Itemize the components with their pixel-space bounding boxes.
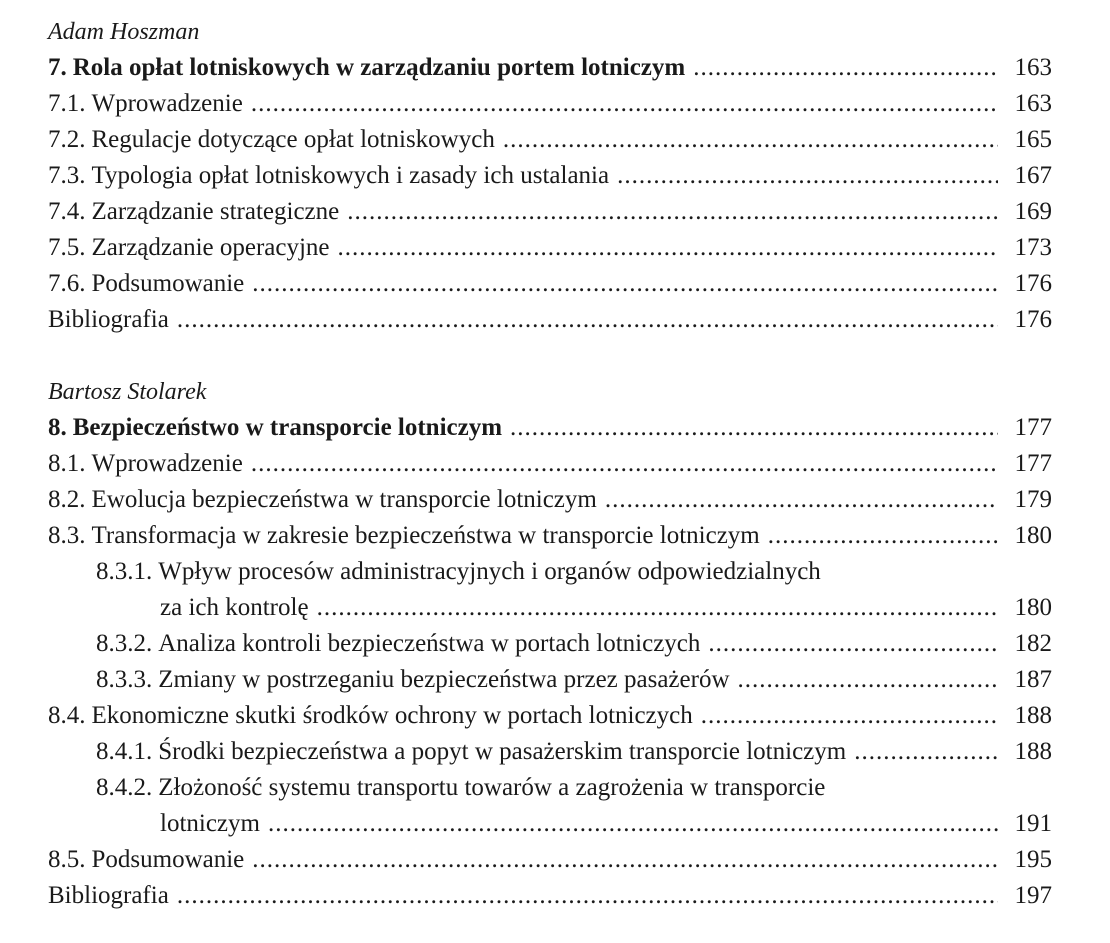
entry-title: Typologia opłat lotniskowych i zasady ich ustalania bbox=[91, 162, 610, 189]
entry-title: Podsumowanie bbox=[91, 846, 245, 873]
entry-number: 7.5. bbox=[48, 234, 86, 261]
entry-page-number: 188 bbox=[1014, 738, 1052, 765]
entry-page-number: 169 bbox=[1014, 198, 1052, 225]
dot-leader bbox=[177, 878, 998, 914]
entry-page-number: 195 bbox=[1014, 846, 1052, 873]
toc-entry[interactable] bbox=[48, 194, 1052, 230]
entry-number: 8.3.2. bbox=[96, 630, 153, 657]
entry-title: Podsumowanie bbox=[91, 270, 245, 297]
toc-entry[interactable] bbox=[48, 446, 1052, 482]
toc-entry[interactable] bbox=[48, 518, 1052, 554]
entry-number: 8.5. bbox=[48, 846, 86, 873]
entry-title: Regulacje dotyczące opłat lotniskowych bbox=[91, 126, 495, 153]
dot-leader bbox=[177, 302, 998, 338]
toc-entry[interactable] bbox=[48, 158, 1052, 194]
dot-leader bbox=[708, 626, 998, 662]
entry-title-continued: lotniczym bbox=[160, 810, 260, 837]
entry-page-number: 177 bbox=[1014, 414, 1052, 441]
entry-title: Bibliografia bbox=[48, 306, 169, 333]
section-gap bbox=[48, 338, 1052, 374]
dot-leader bbox=[338, 230, 998, 266]
toc-entry[interactable] bbox=[48, 86, 1052, 122]
toc-entry[interactable] bbox=[48, 122, 1052, 158]
dot-leader bbox=[317, 590, 998, 626]
toc-entry[interactable] bbox=[48, 698, 1052, 734]
dot-leader bbox=[617, 158, 998, 194]
entry-page-number: 180 bbox=[1014, 594, 1052, 621]
entry-page-number: 167 bbox=[1014, 162, 1052, 189]
dot-leader bbox=[268, 806, 998, 842]
entry-page-number: 163 bbox=[1014, 54, 1052, 81]
dot-leader bbox=[605, 482, 998, 518]
toc-entry[interactable] bbox=[48, 554, 1052, 590]
entry-title: Analiza kontroli bezpieczeństwa w portach lotniczych bbox=[158, 630, 701, 657]
entry-number: 8.4. bbox=[48, 702, 86, 729]
dot-leader bbox=[347, 194, 998, 230]
toc-entry[interactable] bbox=[48, 842, 1052, 878]
entry-title: Wpływ procesów administracyjnych i organów odpowiedzialnych bbox=[158, 558, 821, 585]
entry-page-number: 173 bbox=[1014, 234, 1052, 261]
dot-leader bbox=[693, 50, 998, 86]
toc-entry-continuation[interactable] bbox=[48, 806, 1052, 842]
entry-number: 8.3. bbox=[48, 522, 86, 549]
entry-title: Zarządzanie operacyjne bbox=[91, 234, 330, 261]
entry-number: 7. bbox=[48, 54, 67, 81]
toc-entry[interactable] bbox=[48, 878, 1052, 914]
chapter-heading[interactable] bbox=[48, 410, 1052, 446]
chapter-heading[interactable] bbox=[48, 50, 1052, 86]
dot-leader bbox=[738, 662, 998, 698]
entry-page-number: 187 bbox=[1014, 666, 1052, 693]
entry-page-number: 177 bbox=[1014, 450, 1052, 477]
entry-number: 7.1. bbox=[48, 90, 86, 117]
entry-number: 8.3.1. bbox=[96, 558, 153, 585]
entry-number: 7.4. bbox=[48, 198, 86, 225]
entry-title-continued: za ich kontrolę bbox=[160, 594, 309, 621]
entry-page-number: 197 bbox=[1014, 882, 1052, 909]
entry-page-number: 188 bbox=[1014, 702, 1052, 729]
toc-entry[interactable] bbox=[48, 266, 1052, 302]
entry-page-number: 180 bbox=[1014, 522, 1052, 549]
toc-entry[interactable] bbox=[48, 626, 1052, 662]
entry-page-number: 176 bbox=[1014, 270, 1052, 297]
entry-title: Transformacja w zakresie bezpieczeństwa w transporcie lotniczym bbox=[91, 522, 760, 549]
entry-number: 7.6. bbox=[48, 270, 86, 297]
entry-number: 8.4.1. bbox=[96, 738, 153, 765]
toc-entry[interactable] bbox=[48, 734, 1052, 770]
entry-number: 8.1. bbox=[48, 450, 86, 477]
entry-title: Wprowadzenie bbox=[91, 90, 243, 117]
section-author: Adam Hoszman bbox=[48, 19, 200, 45]
dot-leader bbox=[251, 446, 998, 482]
toc-entry[interactable] bbox=[48, 482, 1052, 518]
entry-title: Wprowadzenie bbox=[91, 450, 243, 477]
dot-leader bbox=[701, 698, 998, 734]
entry-page-number: 165 bbox=[1014, 126, 1052, 153]
dot-leader bbox=[510, 410, 998, 446]
toc-entry-continuation[interactable] bbox=[48, 590, 1052, 626]
entry-title: Ewolucja bezpieczeństwa w transporcie lotniczym bbox=[91, 486, 597, 513]
entry-title: Bibliografia bbox=[48, 882, 169, 909]
entry-title: Bezpieczeństwo w transporcie lotniczym bbox=[72, 414, 503, 441]
dot-leader bbox=[252, 842, 998, 878]
toc-entry[interactable] bbox=[48, 302, 1052, 338]
entry-page-number: 191 bbox=[1014, 810, 1052, 837]
entry-number: 8.3.3. bbox=[96, 666, 153, 693]
entry-number: 7.2. bbox=[48, 126, 86, 153]
toc-entry[interactable] bbox=[48, 662, 1052, 698]
dot-leader bbox=[503, 122, 998, 158]
section-author: Bartosz Stolarek bbox=[48, 379, 207, 405]
entry-number: 8.4.2. bbox=[96, 774, 153, 801]
entry-title: Zarządzanie strategiczne bbox=[91, 198, 340, 225]
dot-leader bbox=[854, 734, 998, 770]
dot-leader bbox=[252, 266, 998, 302]
dot-leader bbox=[768, 518, 998, 554]
entry-title: Rola opłat lotniskowych w zarządzaniu portem lotniczym bbox=[72, 54, 686, 81]
entry-number: 7.3. bbox=[48, 162, 86, 189]
toc-entry[interactable] bbox=[48, 770, 1052, 806]
entry-page-number: 182 bbox=[1014, 630, 1052, 657]
toc-entry[interactable] bbox=[48, 230, 1052, 266]
entry-title: Zmiany w postrzeganiu bezpieczeństwa przez pasażerów bbox=[158, 666, 730, 693]
table-of-contents bbox=[48, 14, 1052, 914]
entry-page-number: 163 bbox=[1014, 90, 1052, 117]
entry-title: Złożoność systemu transportu towarów a zagrożenia w transporcie bbox=[158, 774, 826, 801]
dot-leader bbox=[251, 86, 998, 122]
entry-title: Środki bezpieczeństwa a popyt w pasażerskim transporcie lotniczym bbox=[158, 738, 847, 765]
entry-number: 8. bbox=[48, 414, 67, 441]
entry-title: Ekonomiczne skutki środków ochrony w portach lotniczych bbox=[91, 702, 693, 729]
entry-page-number: 176 bbox=[1014, 306, 1052, 333]
entry-number: 8.2. bbox=[48, 486, 86, 513]
entry-page-number: 179 bbox=[1014, 486, 1052, 513]
